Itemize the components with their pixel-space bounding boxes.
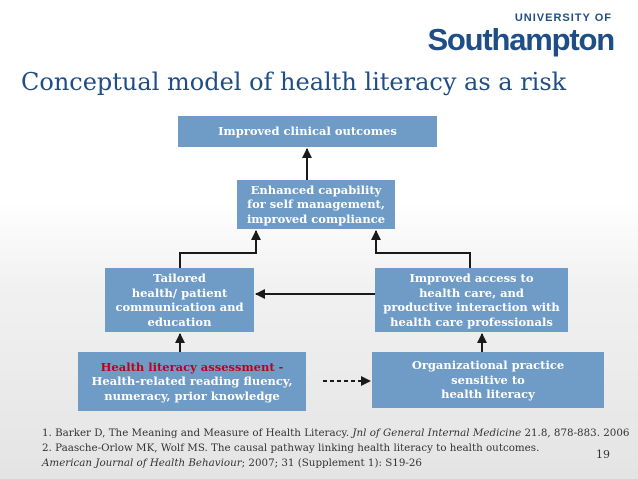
- box-improved-access: [375, 268, 568, 332]
- slide-title: Conceptual model of health literacy as a risk: [21, 68, 567, 96]
- box-line: sensitive to: [451, 372, 525, 387]
- box-line: Health-related reading fluency,: [91, 374, 293, 389]
- box-line: numeracy, prior knowledge: [104, 388, 280, 403]
- box-tailored-communication: [105, 268, 254, 332]
- box-line: health/ patient: [131, 285, 228, 300]
- box-improved-clinical-outcomes: [178, 116, 437, 147]
- box-heading-line: [101, 360, 284, 375]
- arrow-access-to-capability: [376, 231, 470, 268]
- logo-line-1: UNIVERSITY OF: [514, 12, 612, 24]
- ref2-journal: American Journal of Health Behaviour: [42, 457, 242, 469]
- arrow-tailored-to-capability: [180, 231, 256, 268]
- box-line: communication and: [115, 300, 244, 314]
- box-line: improved compliance: [246, 211, 386, 226]
- box-line: productive interaction with: [383, 300, 560, 314]
- reference-2: 2. Paasche-Orlow MK, Wolf MS. The causal pathway linking health literacy to health outcomes.: [42, 442, 540, 454]
- box-line: health literacy: [441, 387, 535, 402]
- logo-line-2: Southampton: [427, 22, 614, 57]
- box-line: education: [147, 314, 212, 329]
- page-number: 19: [596, 448, 610, 461]
- highlight-dash: -: [274, 359, 284, 374]
- box-text: Improved clinical outcomes: [218, 124, 397, 139]
- ref2-suffix: ; 2007; 31 (Supplement 1): S19-26: [241, 457, 422, 469]
- box-line: for self management,: [247, 197, 385, 212]
- ref1-suffix: 21.8, 878-883. 2006: [521, 427, 630, 439]
- box-line: Organizational practice: [411, 358, 565, 373]
- box-organizational-practice: [372, 352, 604, 408]
- box-enhanced-capability: [237, 180, 395, 229]
- box-line: Tailored: [153, 271, 206, 285]
- box-health-literacy-assessment: [78, 352, 306, 411]
- reference-1: [42, 426, 629, 441]
- ref1-journal: Jnl of General Internal Medicine: [352, 427, 522, 439]
- highlight-text: Health literacy assessment: [100, 359, 275, 374]
- box-line: health care, and: [419, 285, 524, 300]
- box-line: health care professionals: [390, 314, 553, 329]
- box-line: Improved access to: [409, 271, 534, 285]
- ref1-prefix: 1. Barker D, The Meaning and Measure of Health Literacy.: [42, 427, 353, 439]
- references: [42, 426, 629, 471]
- reference-2-cont: [42, 456, 629, 471]
- box-line: Enhanced capability: [250, 182, 382, 197]
